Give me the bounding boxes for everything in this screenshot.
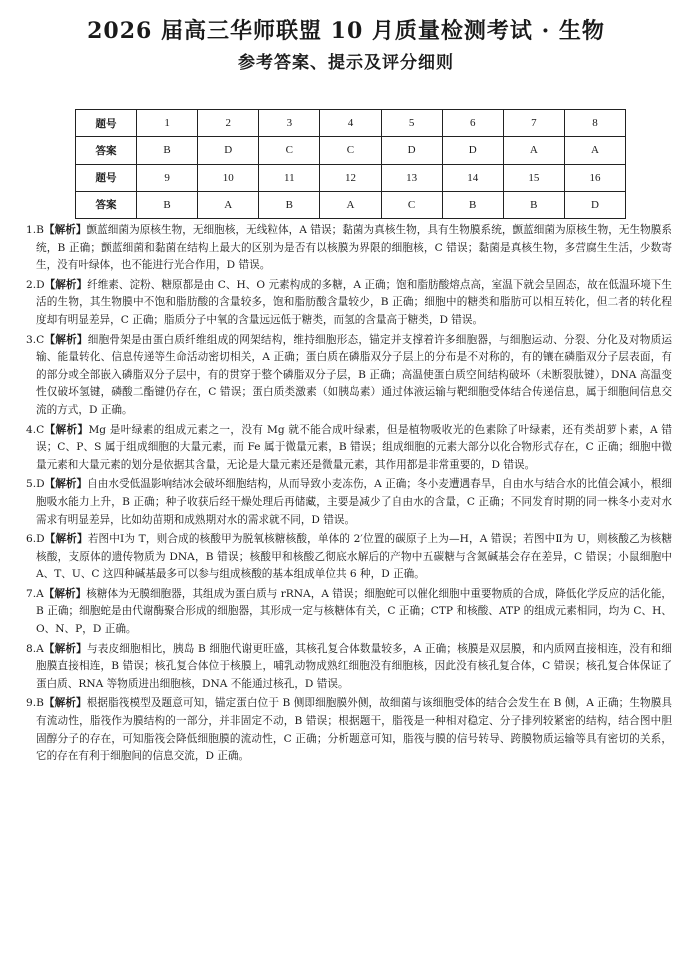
analysis-tag: 【解析】: [44, 333, 88, 346]
explanation-item: [26, 531, 672, 584]
explanation-item: [26, 222, 672, 275]
analysis-tag: 【解析】: [43, 697, 87, 710]
explanation-item: [26, 641, 672, 694]
explanation-text: 颤蓝细菌为原核生物，无细胞核，无线粒体，A 错误；黏菌为真核生物，具有生物膜系统，颤蓝细菌为原核生物，无生物膜系统，B 正确；颤蓝细菌和黏菌在结构上最大的区别为是否有以核膜为界限的细胞核，C 错误；黏菌是真核生物，多营腐生生活，少数寄生，没有叶绿体，也不能进行光合作用，D 错误。: [36, 224, 673, 272]
row-label-number: 题号: [76, 110, 137, 137]
analysis-tag: 【解析】: [44, 533, 88, 546]
page-title: 2026 届高三华师联盟 10 月质量检测考试 · 生物: [87, 18, 605, 44]
answer-cell: D: [381, 137, 442, 164]
question-number-cell: 4: [320, 110, 381, 137]
question-number-cell: 7: [503, 110, 564, 137]
answer-cell: B: [259, 191, 320, 218]
question-answer: 9.B: [26, 697, 44, 710]
explanation-item: [26, 277, 672, 330]
explanation-text: 纤维素、淀粉、糖原都是由 C、H、O 元素构成的多糖，A 正确；饱和脂肪酸熔点高，室温下就会呈固态，故在低温环境下生活的生物，其生物膜中不饱和脂肪酸的含量较多，饱和脂肪酸含量较少，B 正确；细胞中的糖类和脂肪可以相互转化，但二者的转化程度却有明显差异，C 正确；脂质分子中氧的含量远远低于糖类，而氢的含量高于糖类，D 错误。: [36, 278, 673, 326]
question-answer: 8.A: [26, 642, 44, 655]
answer-cell: A: [198, 191, 259, 218]
answer-cell: A: [503, 137, 564, 164]
question-number-cell: 15: [503, 164, 564, 191]
answer-table-answer-row: [76, 191, 626, 218]
question-answer: 2.D: [26, 278, 45, 291]
explanation-text: 核糖体为无膜细胞器，其组成为蛋白质与 rRNA，A 错误；细胞蛇可以催化细胞中重要物质的合成，降低化学反应的活化能，B 正确；细胞蛇是由代谢酶聚合形成的细胞器，其形成一定与核糖体有关，C 正确；CTP 和核酸、ATP 的组成元素相同，均为 C、H、O、N、P，D 正确。: [36, 587, 673, 636]
question-number-cell: 8: [564, 110, 625, 137]
question-number-cell: 16: [564, 164, 625, 191]
analysis-tag: 【解析】: [43, 587, 87, 600]
question-number-cell: 3: [259, 110, 320, 137]
answer-table: [75, 109, 626, 219]
question-number-cell: 13: [381, 164, 442, 191]
explanation-item: [26, 332, 672, 420]
explanation-text: 细胞骨架是由蛋白质纤维组成的网架结构，维持细胞形态，锚定并支撑着许多细胞器，与细胞运动、分裂、分化及对物质运输、能量转化、信息传递等生命活动密切相关，A 正确；蛋白质在磷脂双分子层上的分布是不对称的，有的镶在磷脂双分子层表面，有的部分或全部嵌入磷脂双分子层中，有的贯穿于整个磷脂双分子层，B 正确；高温使蛋白质空间结构破坏（未断裂肽键），DNA 高温变性仅破坏氢键，磷酸二酯键仍存在，C 错误；蛋白质类激素（如胰岛素）通过体液运输与靶细胞受体结合传递信息，属于细胞间信息交流的方式，D 正确。: [36, 333, 673, 416]
question-answer: 4.C: [26, 423, 45, 436]
row-label-answer: 答案: [76, 137, 137, 164]
question-answer: 3.C: [26, 333, 45, 346]
question-number-cell: 2: [198, 110, 259, 137]
question-number-cell: 1: [137, 110, 198, 137]
explanation-item: [26, 695, 672, 765]
analysis-tag: 【解析】: [43, 224, 87, 236]
row-label-answer: 答案: [76, 191, 137, 218]
answer-table-number-row: [76, 164, 626, 191]
question-answer: 6.D: [26, 533, 45, 546]
answer-table-number-row: [76, 110, 626, 137]
question-number-cell: 5: [381, 110, 442, 137]
question-answer: 7.A: [26, 587, 44, 600]
explanation-text: 与表皮细胞相比，胰岛 B 细胞代谢更旺盛，其核孔复合体数量较多，A 正确；核膜是双层膜，和内质网直接相连，没有和细胞膜直接相连，B 错误；核孔复合体位于核膜上，哺乳动物成熟红细胞没有细胞核，因此没有核孔复合体，C 错误；核孔复合体保证了蛋白质、RNA 等物质进出细胞核，DNA 不能通过核孔，D 错误。: [36, 642, 672, 690]
answer-cell: D: [442, 137, 503, 164]
analysis-tag: 【解析】: [44, 478, 88, 491]
answer-cell: C: [320, 137, 381, 164]
question-number-cell: 10: [198, 164, 259, 191]
question-number-cell: 9: [137, 164, 198, 191]
answer-cell: C: [259, 137, 320, 164]
answer-cell: D: [564, 191, 625, 218]
row-label-number: 题号: [76, 164, 137, 191]
explanation-item: [26, 476, 672, 529]
question-number-cell: 11: [259, 164, 320, 191]
answer-cell: B: [137, 137, 198, 164]
question-answer: 1.B: [26, 224, 44, 236]
explanation-item: [26, 422, 672, 475]
answer-cell: D: [198, 137, 259, 164]
page-subtitle: 参考答案、提示及评分细则: [238, 53, 454, 73]
answer-cell: A: [320, 191, 381, 218]
answer-cell: B: [503, 191, 564, 218]
question-answer: 5.D: [26, 478, 45, 491]
explanation-text: Mg 是叶绿素的组成元素之一，没有 Mg 就不能合成叶绿素，但是植物吸收光的色素除了叶绿素，还有类胡萝卜素，A 错误；C、P、S 属于组成细胞的大量元素，而 Fe 属于微量元素，B 错误；组成细胞的元素大部分以化合物形式存在，C 正确；细胞中微量元素和大量元素的划分是依据其含量，无论是大量元素还是微量元素，其作用都是非常重要的，D 错误。: [36, 423, 673, 471]
answer-cell: A: [564, 137, 625, 164]
explanation-text: 根据脂筏模型及题意可知，锚定蛋白位于 B 侧即细胞膜外侧，故细菌与该细胞受体的结合会发生在 B 侧，A 正确；生物膜具有流动性，脂筏作为膜结构的一部分，并非固定不动，B 错误；根据题干，脂筏是一种相对稳定、分子排列较紧密的结构，结合图中胆固醇分子的存在，可知脂筏会降低细胞膜的流动性，C 正确；分析题意可知，脂筏与膜的信号转导、跨膜物质运输等具有密切的关系，它的存在有利于细胞间的信息交流，D 正确。: [36, 697, 672, 763]
question-number-cell: 6: [442, 110, 503, 137]
explanation-item: [26, 586, 672, 639]
explanation-text: 若图中Ⅰ为 T，则合成的核酸甲为脱氧核糖核酸，单体的 2′位置的碳原子上为—H，A 错误；若图中Ⅱ为 U，则核酸乙为核糖核酸，支原体的遗传物质为 DNA，B 错误；核酸甲和核酸乙彻底水解后的产物中五碳糖与含氮碱基会存在差异，C 错误；小鼠细胞中 A、T、U、C 这四种碱基最多可以参与组成核酸的基本组成单位共 6 种，D 正确。: [36, 533, 672, 581]
answer-cell: B: [442, 191, 503, 218]
analysis-tag: 【解析】: [44, 278, 88, 291]
answer-table-answer-row: [76, 137, 626, 164]
analysis-tag: 【解析】: [44, 423, 89, 436]
question-number-cell: 12: [320, 164, 381, 191]
answer-cell: C: [381, 191, 442, 218]
analysis-tag: 【解析】: [43, 642, 87, 655]
explanation-text: 自由水受低温影响结冰会破坏细胞结构，从而导致小麦冻伤，A 正确；冬小麦遭遇春旱，自由水与结合水的比值会减小，根细胞吸水能力上升，B 正确；种子收获后经干燥处理后再储藏，主要是减少了自由水的含量，C 正确；不同发育时期的同一株冬小麦对水需求有明显差异，比如幼苗期和成熟期对水的需求就不同，D 错误。: [36, 478, 673, 526]
answer-cell: B: [137, 191, 198, 218]
question-number-cell: 14: [442, 164, 503, 191]
explanations: [26, 222, 672, 768]
